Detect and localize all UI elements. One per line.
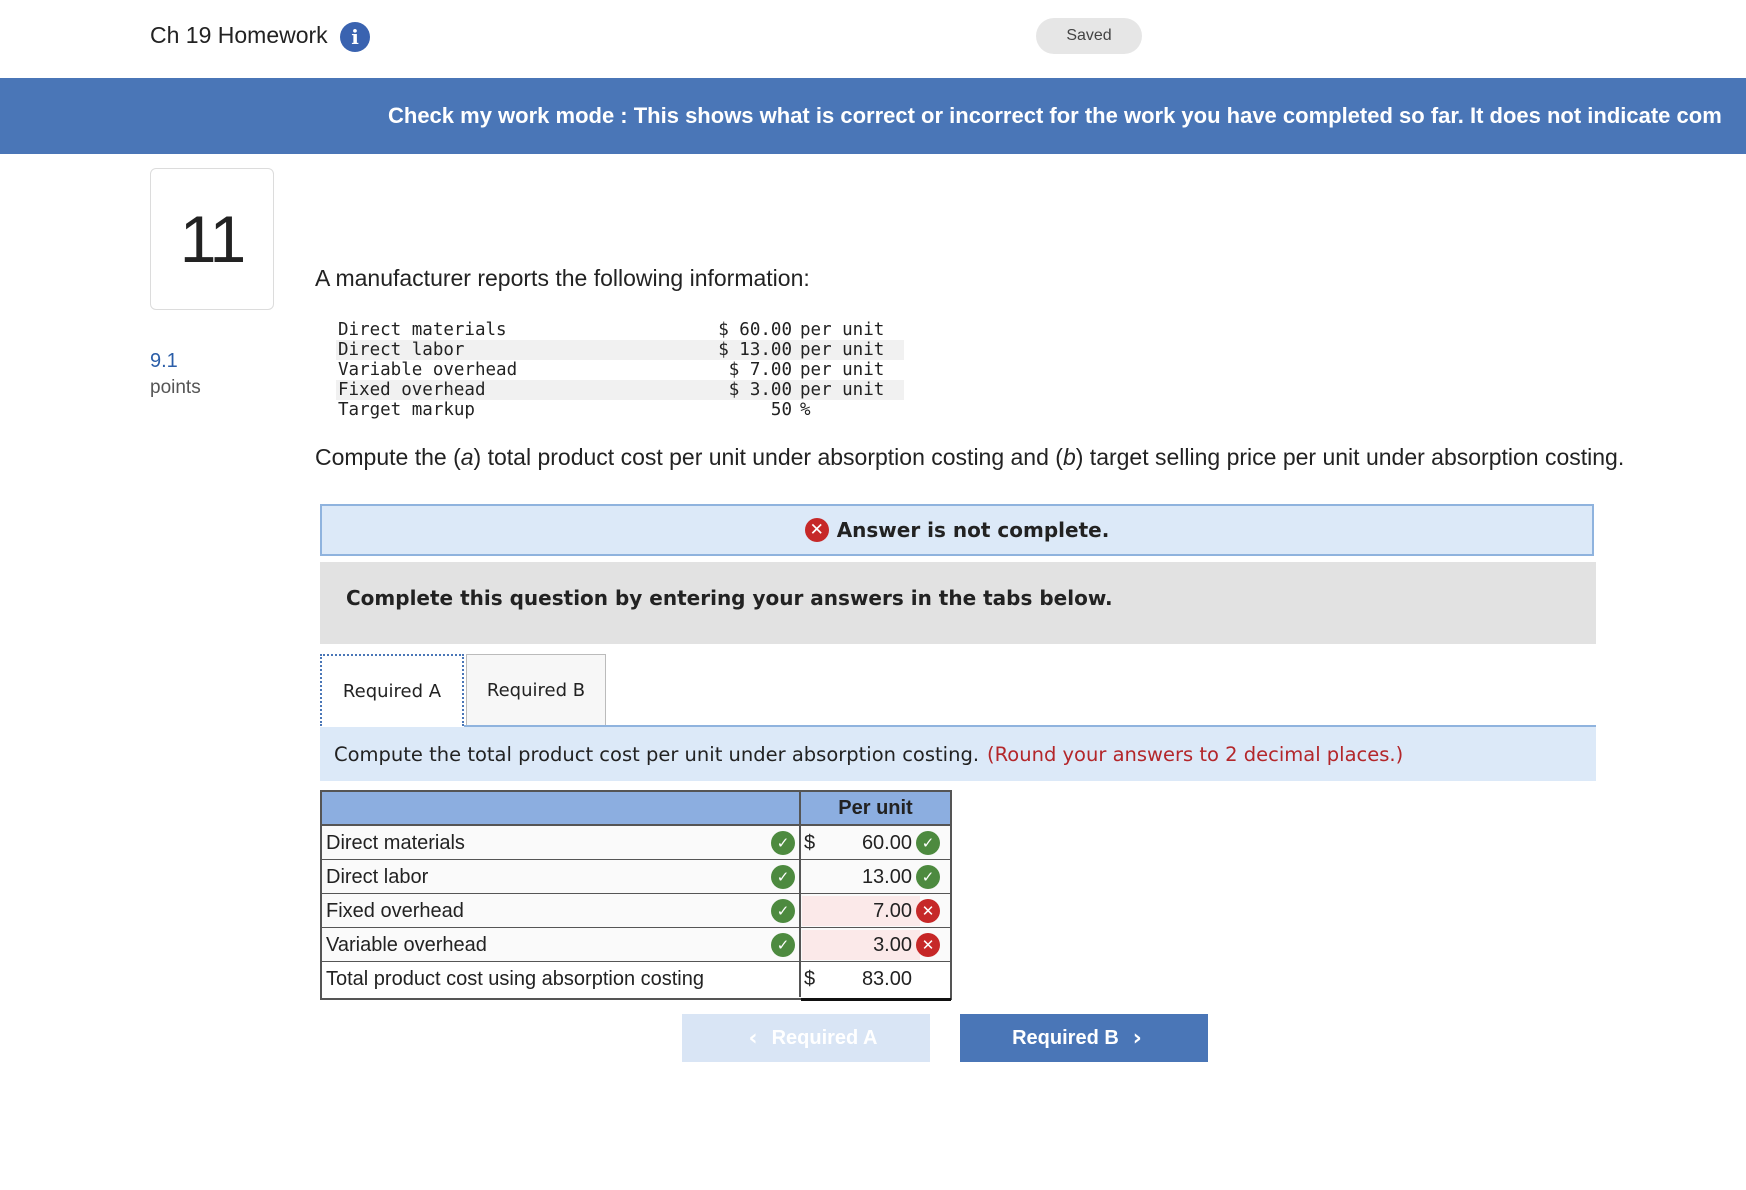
tab-required-b[interactable]: Required B [466,654,606,726]
given-label: Variable overhead [338,360,518,380]
check-icon: ✓ [916,865,940,889]
previous-tab-button[interactable] [682,1014,930,1062]
next-tab-label: Required B [1012,1026,1119,1049]
given-unit: per unit [800,360,885,380]
given-unit: per unit [800,340,885,360]
question-number: 11 [150,168,274,310]
instruction-part: ) total product cost per unit under absorption costing and ( [473,444,1063,470]
column-divider [799,962,801,997]
row-label: Variable overhead [326,934,487,956]
instruction-part-b: b [1062,444,1076,470]
answer-table [320,790,952,1000]
table-header [322,792,950,825]
incorrect-icon: ✕ [916,933,940,957]
instructions-text: Complete this question by entering your answers in the tabs below. [346,586,1113,610]
column-divider [799,826,801,860]
given-unit: per unit [800,320,885,340]
row-label: Fixed overhead [326,900,464,922]
table-row [322,927,950,962]
check-icon: ✓ [771,933,795,957]
column-divider [799,894,801,928]
banner-text: Check my work mode : This shows what is correct or incorrect for the work you have completed so far. It does not indicate com [388,103,1722,128]
column-header-per-unit: Per unit [838,797,913,819]
question-instruction [315,444,1624,471]
given-row [336,380,904,400]
check-icon: ✓ [771,831,795,855]
check-icon: ✓ [916,831,940,855]
row-label: Direct materials [326,832,465,854]
given-unit: % [800,400,811,420]
assignment-title: Ch 19 Homework [150,22,328,48]
chevron-right-icon: › [1132,1025,1142,1051]
saved-status-badge: Saved [1036,18,1142,54]
given-value: $ 7.00 [728,360,792,380]
given-value: $ 13.00 [718,340,792,360]
table-row [322,859,950,894]
answer-input[interactable]: 7.00 [873,900,912,922]
prompt-hint: (Round your answers to 2 decimal places.) [987,742,1404,766]
answer-status-box [320,504,1594,556]
total-row [322,961,950,997]
info-icon[interactable]: i [340,22,370,52]
answer-input[interactable]: 13.00 [861,866,912,888]
given-label: Direct labor [338,340,465,360]
column-divider [799,860,801,894]
given-value: 50 [770,400,792,420]
incorrect-icon: ✕ [916,899,940,923]
column-divider [799,928,801,962]
check-icon: ✓ [771,865,795,889]
given-label: Target markup [338,400,475,420]
previous-tab-label: Required A [771,1026,878,1049]
row-label: Direct labor [326,866,429,888]
given-row [336,320,904,340]
given-row [336,340,904,360]
next-tab-button[interactable] [960,1014,1208,1062]
given-value: $ 3.00 [728,380,792,400]
points-label: points [150,377,201,398]
table-row [322,825,950,860]
points-value: 9.1 [150,350,178,372]
check-icon: ✓ [771,899,795,923]
given-label: Direct materials [338,320,507,340]
chevron-left-icon: ‹ [748,1025,758,1051]
answer-input[interactable]: 60.00 [861,832,912,854]
prompt-text: Compute the total product cost per unit under absorption costing. [334,742,980,766]
given-label: Fixed overhead [338,380,486,400]
tab-prompt [320,727,1596,781]
given-row [336,400,904,420]
question-intro: A manufacturer reports the following information: [315,265,810,291]
instruction-part: ) target selling price per unit under absorption costing. [1075,444,1625,470]
table-row [322,893,950,928]
instruction-part-a: a [460,444,474,470]
tab-required-a[interactable]: Required A [320,654,464,726]
given-row [336,360,904,380]
incorrect-icon: ✕ [805,518,829,542]
row-label: Total product cost using absorption costing [326,968,704,990]
answer-status-text: Answer is not complete. [836,518,1110,542]
answer-input[interactable]: 3.00 [873,934,912,956]
check-my-work-banner [0,78,1746,154]
given-unit: per unit [800,380,885,400]
top-bar [0,0,1746,78]
double-underline [801,998,951,1001]
given-value: $ 60.00 [718,320,792,340]
given-info-table [336,320,904,420]
dollar-sign: $ [804,832,816,854]
dollar-sign: $ [804,968,816,990]
instruction-part: Compute the ( [315,444,461,470]
instructions-box [320,562,1596,644]
total-value: 83.00 [861,968,912,990]
